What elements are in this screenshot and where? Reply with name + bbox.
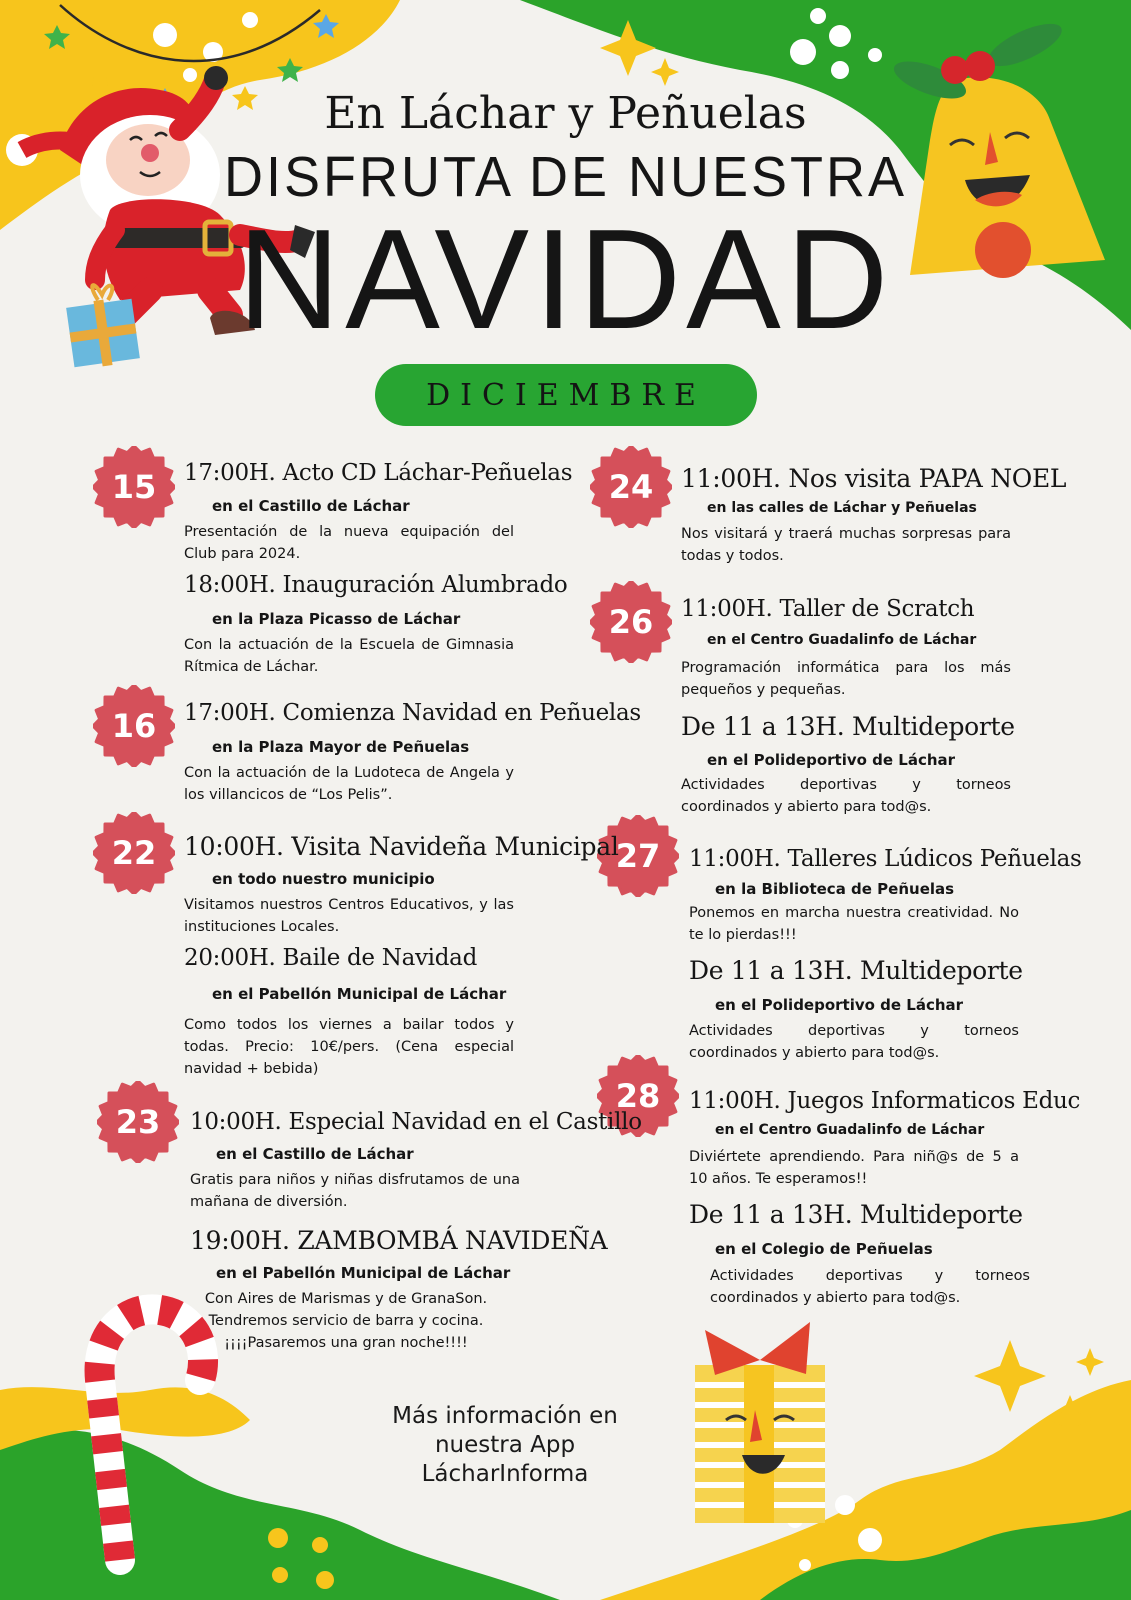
event-place: en las calles de Láchar y Peñuelas <box>707 500 977 516</box>
event-place: en la Plaza Mayor de Peñuelas <box>212 738 470 756</box>
event-place: en el Pabellón Municipal de Láchar <box>216 1264 511 1282</box>
event-description: Diviértete aprendiendo. Para niñ@s de 5 a 10 años. Te esperamos!! <box>689 1149 1019 1187</box>
event-title: 11:00H. Talleres Lúdicos Peñuelas <box>689 846 1082 872</box>
event-description: Visitamos nuestros Centros Educativos, y las instituciones Locales. <box>184 897 514 935</box>
event-place: en la Plaza Picasso de Láchar <box>212 610 461 628</box>
event-place: en el Castillo de Láchar <box>216 1145 414 1163</box>
event-description: Presentación de la nueva equipación del Club para 2024. <box>184 524 514 562</box>
event-title: De 11 a 13H. Multideporte <box>689 1200 1023 1229</box>
event-description: Con la actuación de la Escuela de Gimnasia Rítmica de Láchar. <box>184 637 514 675</box>
day-number: 23 <box>115 1103 161 1141</box>
day-badge <box>93 812 175 894</box>
event-title: 17:00H. Acto CD Láchar-Peñuelas <box>184 460 573 486</box>
event-title: 19:00H. ZAMBOMBÁ NAVIDEÑA <box>190 1226 608 1255</box>
header-tagline: DISFRUTA DE NUESTRA <box>223 145 908 209</box>
day-number: 26 <box>608 603 654 641</box>
event-place: en todo nuestro municipio <box>212 870 435 888</box>
event-description: Actividades deportivas y torneos coordinados y abierto para tod@s. <box>681 777 1011 815</box>
month-pill <box>375 364 757 426</box>
day-badge <box>590 581 672 663</box>
event-place: en el Centro Guadalinfo de Láchar <box>707 632 977 648</box>
event-place: en el Centro Guadalinfo de Láchar <box>715 1122 985 1138</box>
event-place: en el Castillo de Láchar <box>212 497 410 515</box>
event-place: en el Pabellón Municipal de Láchar <box>212 985 507 1003</box>
event-title: 17:00H. Comienza Navidad en Peñuelas <box>184 700 641 726</box>
event-place: en el Polideportivo de Láchar <box>715 996 964 1014</box>
day-number: 15 <box>111 468 157 506</box>
event-description: Ponemos en marcha nuestra creatividad. No te lo pierdas!!! <box>689 905 1019 943</box>
event-title: De 11 a 13H. Multideporte <box>689 956 1023 985</box>
event-description: Nos visitará y traerá muchas sorpresas para todas y todos. <box>681 526 1011 564</box>
header-subtitle: En Láchar y Peñuelas <box>324 88 807 139</box>
gift-box-icon <box>695 1322 825 1523</box>
app-name: LácharInforma <box>421 1461 589 1487</box>
event-title: 10:00H. Especial Navidad en el Castillo <box>190 1109 642 1135</box>
day-number: 27 <box>615 837 661 875</box>
day-number: 24 <box>608 468 654 506</box>
day-number: 28 <box>615 1077 661 1115</box>
event-title: 20:00H. Baile de Navidad <box>184 945 478 971</box>
event-title: 18:00H. Inauguración Alumbrado <box>184 572 568 598</box>
event-place: en el Polideportivo de Láchar <box>707 751 956 769</box>
event-description: Actividades deportivas y torneos coordinados y abierto para tod@s. <box>710 1268 1030 1306</box>
event-title: 11:00H. Nos visita PAPA NOEL <box>681 464 1067 493</box>
event-place: en la Biblioteca de Peñuelas <box>715 880 955 898</box>
event-description: Con la actuación de la Ludoteca de Angela y los villancicos de “Los Pelis”. <box>184 765 514 803</box>
day-badge <box>590 446 672 528</box>
event-description: Programación informática para los más pequeños y pequeñas. <box>681 660 1011 698</box>
event-description: Gratis para niños y niñas disfrutamos de una mañana de diversión. <box>190 1172 520 1210</box>
day-badge <box>93 446 175 528</box>
day-number: 16 <box>111 707 157 745</box>
event-title: 11:00H. Juegos Informaticos Educ <box>689 1088 1081 1114</box>
event-title: 10:00H. Visita Navideña Municipal <box>184 832 619 861</box>
header-title: NAVIDAD <box>237 200 894 359</box>
more-info-line: Más información en <box>392 1403 618 1429</box>
day-badge <box>97 1081 179 1163</box>
month-label: DICIEMBRE <box>426 377 706 413</box>
day-number: 22 <box>111 834 157 872</box>
event-title: 11:00H. Taller de Scratch <box>681 596 975 622</box>
event-place: en el Colegio de Peñuelas <box>715 1240 933 1258</box>
more-info-line: nuestra App <box>434 1432 576 1458</box>
day-badge <box>93 685 175 767</box>
event-description: Actividades deportivas y torneos coordinados y abierto para tod@s. <box>689 1023 1019 1061</box>
event-description: Como todos los viernes a bailar todos y todas. Precio: 10€/pers. (Cena especial navidad + bebida) <box>184 1017 514 1077</box>
event-description: Con Aires de Marismas y de GranaSon. Tendremos servicio de barra y cocina. ¡¡¡¡Pasaremos una gran noche!!!! <box>204 1291 488 1351</box>
more-info <box>340 1402 670 1489</box>
event-title: De 11 a 13H. Multideporte <box>681 712 1015 741</box>
